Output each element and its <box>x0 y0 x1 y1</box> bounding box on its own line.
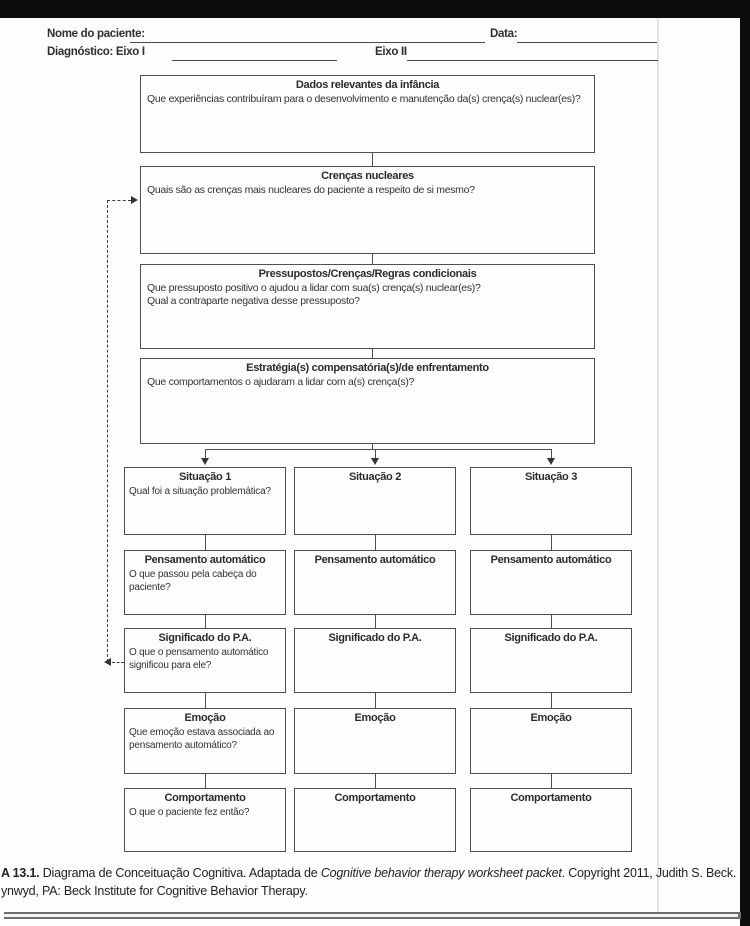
box-question: Que pressuposto positivo o ajudou a lidar com sua(s) crença(s) nuclear(es)? <box>147 281 481 294</box>
connector-line <box>375 535 376 550</box>
situation-box <box>294 467 456 535</box>
box-question: Que experiências contribuíram para o desenvolvimento e manutenção da(s) crença(s) nuclear(es)? <box>147 92 581 105</box>
left-arrow-icon <box>104 658 111 666</box>
connector-line <box>551 535 552 550</box>
box-question: Qual a contraparte negativa desse pressuposto? <box>147 295 360 308</box>
emotion-box <box>294 708 456 774</box>
conditional-assumptions-box <box>140 264 595 349</box>
diagnosis-axis1-label: Diagnóstico: Eixo I <box>47 46 145 58</box>
box-title: Significado do P.A. <box>158 632 252 644</box>
box-title: Pensamento automático <box>314 554 436 566</box>
box-title: Dados relevantes da infância <box>295 79 440 91</box>
top-black-bar <box>0 0 750 18</box>
down-arrow-icon <box>547 458 555 465</box>
box-title: Emoção <box>184 712 226 724</box>
feedback-dash-top <box>107 200 131 201</box>
box-question: Quais são as crenças mais nucleares do paciente a respeito de si mesmo? <box>147 183 475 196</box>
meaning-box <box>470 628 632 693</box>
caption-text: Diagrama de Conceituação Cognitiva. Adaptada de <box>39 866 321 880</box>
date-label: Data: <box>490 28 518 40</box>
branch-connector <box>205 449 551 450</box>
bottom-page-rule <box>4 912 741 919</box>
connector-line <box>375 774 376 788</box>
connector-line <box>375 615 376 628</box>
automatic-thought-box <box>470 550 632 615</box>
axis2-blank-line <box>407 60 658 61</box>
connector-line <box>372 153 373 166</box>
connector-line <box>551 693 552 708</box>
box-title: Crenças nucleares <box>321 170 414 182</box>
box-title: Pensamento automático <box>144 554 266 566</box>
childhood-data-box <box>140 75 595 153</box>
axis2-label: Eixo II <box>375 46 407 58</box>
automatic-thought-box <box>124 550 286 615</box>
box-title: Comportamento <box>334 792 416 804</box>
meaning-box <box>124 628 286 693</box>
box-title: Situação 2 <box>348 471 402 483</box>
box-title: Emoção <box>530 712 572 724</box>
connector-line <box>205 774 206 788</box>
box-question: O que o paciente fez então? <box>129 806 250 818</box>
connector-line <box>375 693 376 708</box>
connector-line <box>551 774 552 788</box>
compensatory-strategies-box <box>140 358 595 444</box>
box-question: O que o pensamento automático significou para ele? <box>129 646 269 671</box>
connector-line <box>551 615 552 628</box>
box-title: Significado do P.A. <box>504 632 598 644</box>
down-arrow-icon <box>371 458 379 465</box>
axis1-blank-line <box>172 60 337 61</box>
connector-line <box>205 535 206 550</box>
feedback-dashed-line <box>107 200 108 662</box>
figure-caption-line-2: ynwyd, PA: Beck Institute for Cognitive Behavior Therapy. <box>1 884 308 898</box>
connector-line <box>372 349 373 358</box>
box-question: O que passou pela cabeça do paciente? <box>129 568 257 593</box>
date-blank-line <box>517 42 657 43</box>
box-title: Estratégia(s) compensatória(s)/de enfrentamento <box>246 362 489 374</box>
caption-italic-title: Cognitive behavior therapy worksheet packet <box>320 866 562 880</box>
behavior-box <box>294 788 456 852</box>
emotion-box <box>124 708 286 774</box>
box-title: Emoção <box>354 712 396 724</box>
box-title: Comportamento <box>164 792 246 804</box>
caption-text: . Copyright 2011, Judith S. Beck. <box>561 866 737 880</box>
right-black-bar <box>740 0 750 926</box>
figure-caption-line-1 <box>1 866 736 880</box>
box-question: Que emoção estava associada ao pensamento automático? <box>129 726 275 751</box>
down-arrow-icon <box>201 458 209 465</box>
right-arrow-icon <box>131 196 138 204</box>
box-question: Qual foi a situação problemática? <box>129 485 271 497</box>
box-question: Que comportamentos o ajudaram a lidar com a(s) crença(s)? <box>147 375 415 388</box>
automatic-thought-box <box>294 550 456 615</box>
box-title: Pressupostos/Crenças/Regras condicionais <box>258 268 477 280</box>
behavior-box <box>124 788 286 852</box>
situation-box <box>124 467 286 535</box>
situation-box <box>470 467 632 535</box>
box-title: Comportamento <box>510 792 592 804</box>
page-fold-line <box>657 18 659 913</box>
patient-name-label: Nome do paciente: <box>47 28 145 40</box>
figure-label: A 13.1. <box>1 866 40 880</box>
box-title: Significado do P.A. <box>328 632 422 644</box>
behavior-box <box>470 788 632 852</box>
box-title: Pensamento automático <box>490 554 612 566</box>
emotion-box <box>470 708 632 774</box>
core-beliefs-box <box>140 166 595 254</box>
box-title: Situação 1 <box>178 471 232 483</box>
feedback-dash-bottom <box>112 662 124 663</box>
connector-line <box>372 254 373 264</box>
connector-line <box>205 693 206 708</box>
connector-line <box>205 615 206 628</box>
meaning-box <box>294 628 456 693</box>
box-title: Situação 3 <box>524 471 578 483</box>
patient-name-blank-line <box>130 42 485 43</box>
